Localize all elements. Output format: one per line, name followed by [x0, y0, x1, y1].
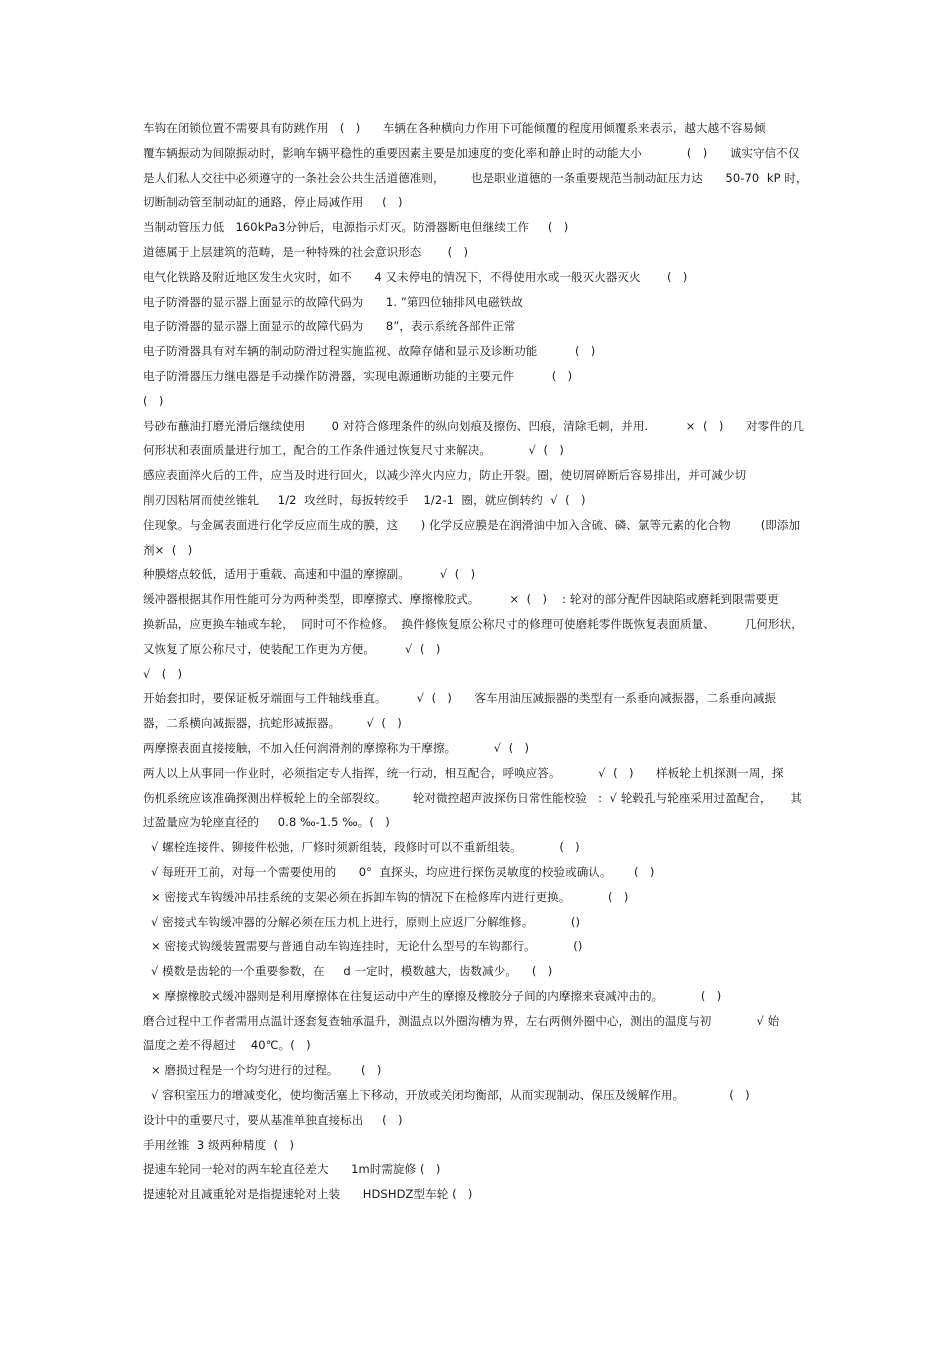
text-line: × 密接式车钩缓冲吊挂系统的支架必须在拆卸车钩的情况下在检修库内进行更换。 ( ) — [151, 889, 629, 904]
text-line: √ 每班开工前，对每一个需要使用的 0° 直探头，均应进行探伤灵敏度的校验或确认。 ( ) — [151, 864, 655, 879]
text-line: √ 容积室压力的增减变化，使均衡活塞上下移动，开放或关闭均衡部，从而实现制动、保压及缓解作用。 ( ) — [151, 1088, 750, 1103]
text-line: 感应表面淬火后的工件，应当及时进行回火，以减少淬火内应力，防止开裂。圈，使切屑碎断后容易排出，并可减少切 — [143, 468, 747, 483]
text-line: 电子防滑器的显示器上面显示的故障代码为 8”，表示系统各部件正常 — [143, 319, 516, 334]
text-line: × 摩擦橡胶式缓冲器则是利用摩擦体在往复运动中产生的摩擦及橡胶分子间的内摩擦来衰减冲击的。 ( ) — [151, 988, 722, 1003]
text-line: 提速轮对且减重轮对是指提速轮对上装 HDSHDZ型车轮 ( ) — [143, 1187, 473, 1202]
text-line: 又恢复了原公称尺寸，使装配工作更为方便。 √ ( ) — [143, 641, 441, 656]
text-line: × 密接式钩缓装置需要与普通自动车钩连挂时，无论什么型号的车钩都行。 () — [151, 939, 583, 954]
text-line: 电子防滑器具有对车辆的制动防滑过程实施监视、故障存储和显示及诊断功能 ( ) — [143, 344, 596, 359]
text-line: √ 螺栓连接件、铆接件松弛，厂修时须新组装，段修时可以不重新组装。 ( ) — [151, 840, 580, 855]
text-line: 温度之差不得超过 40℃。( ) — [143, 1038, 311, 1053]
text-line: √ 模数是齿轮的一个重要参数，在 d 一定时，模数越大，齿数减少。 ( ) — [151, 964, 553, 979]
text-line: √ 密接式车钩缓冲器的分解必须在压力机上进行，原则上应返厂分解维修。 () — [151, 914, 581, 929]
text-line: × 磨损过程是一个均匀进行的过程。 ( ) — [151, 1063, 382, 1078]
text-line: 开始套扣时，要保证板牙端面与工件轴线垂直。 √ ( ) 客车用油压减振器的类型有一系垂向减振器，二系垂向减振 — [143, 691, 777, 706]
text-line: 过盈量应为轮座直径的 0.8 ‰-1.5 ‰。( ) — [143, 815, 390, 830]
text-line: 剂× ( ) — [143, 542, 193, 557]
text-line: 住现象。与金属表面进行化学反应而生成的膜，这 ) 化学反应膜是在润滑油中加入含硫、磷、氯等元素的化合物 (即添加 — [143, 517, 801, 532]
text-line: 号砂布蘸油打磨光滑后继续使用 0 对符合修理条件的纵向划痕及擦伤、凹痕，清除毛刺，并用. × ( ) 对零件的几 — [143, 418, 804, 433]
text-line: 磨合过程中工作者需用点温计逐套复查轴承温升，测温点以外圈沟槽为界，左右两侧外圈中心，测出的温度与初 √ 始 — [143, 1013, 780, 1028]
text-line: 电子防滑器的显示器上面显示的故障代码为 1. ”第四位轴排风电磁铁故 — [143, 294, 523, 309]
text-line: 覆车辆振动为间隙振动时，影响车辆平稳性的重要因素主要是加速度的变化率和静止时的动能大小 ( ) 诚实守信不仅 — [143, 145, 800, 160]
text-line: 手用丝锥 3 级两种精度 ( ) — [143, 1137, 295, 1152]
text-line: 两摩擦表面直接接触，不加入任何润滑剂的摩擦称为干摩擦。 √ ( ) — [143, 740, 530, 755]
text-line: 当制动管压力低 160kPa3分钟后，电源指示灯灭。防滑器断电但继续工作 ( ) — [143, 220, 569, 235]
text-line: 电气化铁路及附近地区发生火灾时，如不 4 又未停电的情况下，不得使用水或一般灭火器灭火 ( ) — [143, 269, 688, 284]
text-line: 电子防滑器压力继电器是手动操作防滑器，实现电源通断功能的主要元件 ( ) — [143, 368, 573, 383]
text-line: 车钩在闭锁位置不需要具有防跳作用 ( ) 车辆在各种横向力作用下可能倾覆的程度用倾覆系来表示，越大越不容易倾 — [143, 121, 766, 135]
text-line: 切断制动管至制动缸的通路，停止局减作用 ( ) — [143, 195, 403, 210]
text-line: 是人们私人交往中必须遵守的一条社会公共生活道德准则， 也是职业道德的一条重要规范当制动缸压力达 50-70 kP 时， — [143, 170, 808, 185]
text-line: 何形状和表面质量进行加工，配合的工作条件通过恢复尺寸来解决。 √ ( ) — [143, 443, 564, 458]
text-line: 换新品，应更换车轴或车轮， 同时可不作检修。 换件修恢复原公称尺寸的修理可使磨耗零件既恢复表面质量、 几何形状， — [143, 616, 803, 631]
text-line: √ ( ) — [143, 666, 183, 681]
text-line: 提速车轮同一轮对的两车轮直径差大 1m时需旋修 ( ) — [143, 1162, 441, 1177]
text-line: ( ) — [143, 393, 164, 408]
text-line: 种膜熔点较低，适用于重载、高速和中温的摩擦副。 √ ( ) — [143, 567, 476, 582]
text-line: 两人以上从事同一作业时，必须指定专人指挥，统一行动，相互配合，呼唤应答。 √ ( ) 样板轮上机探测一周，探 — [143, 765, 784, 780]
text-line: 设计中的重要尺寸，要从基准单独直接标出 ( ) — [143, 1112, 403, 1127]
text-line: 削刃因粘屑而使丝锥轧 1/2 攻丝时，每扳转绞手 1/2-1 圈，就应倒转约 √ ( ) — [143, 492, 586, 507]
text-line: 道德属于上层建筑的范畴，是一种特殊的社会意识形态 ( ) — [143, 244, 469, 259]
document-body — [143, 116, 811, 1207]
text-line: 器，二系横向减振器，抗蛇形减振器。 √ ( ) — [143, 716, 402, 731]
text-line: 缓冲器根据其作用性能可分为两种类型，即摩擦式、摩擦橡胶式。 × ( ) : 轮对的部分配件因缺陷或磨耗到限需要更 — [143, 592, 779, 607]
text-line: 伤机系统应该准确探测出样板轮上的全部裂纹。 轮对微控超声波探伤日常性能校验 : √ 轮毂孔与轮座采用过盈配合， 其 — [143, 790, 802, 805]
